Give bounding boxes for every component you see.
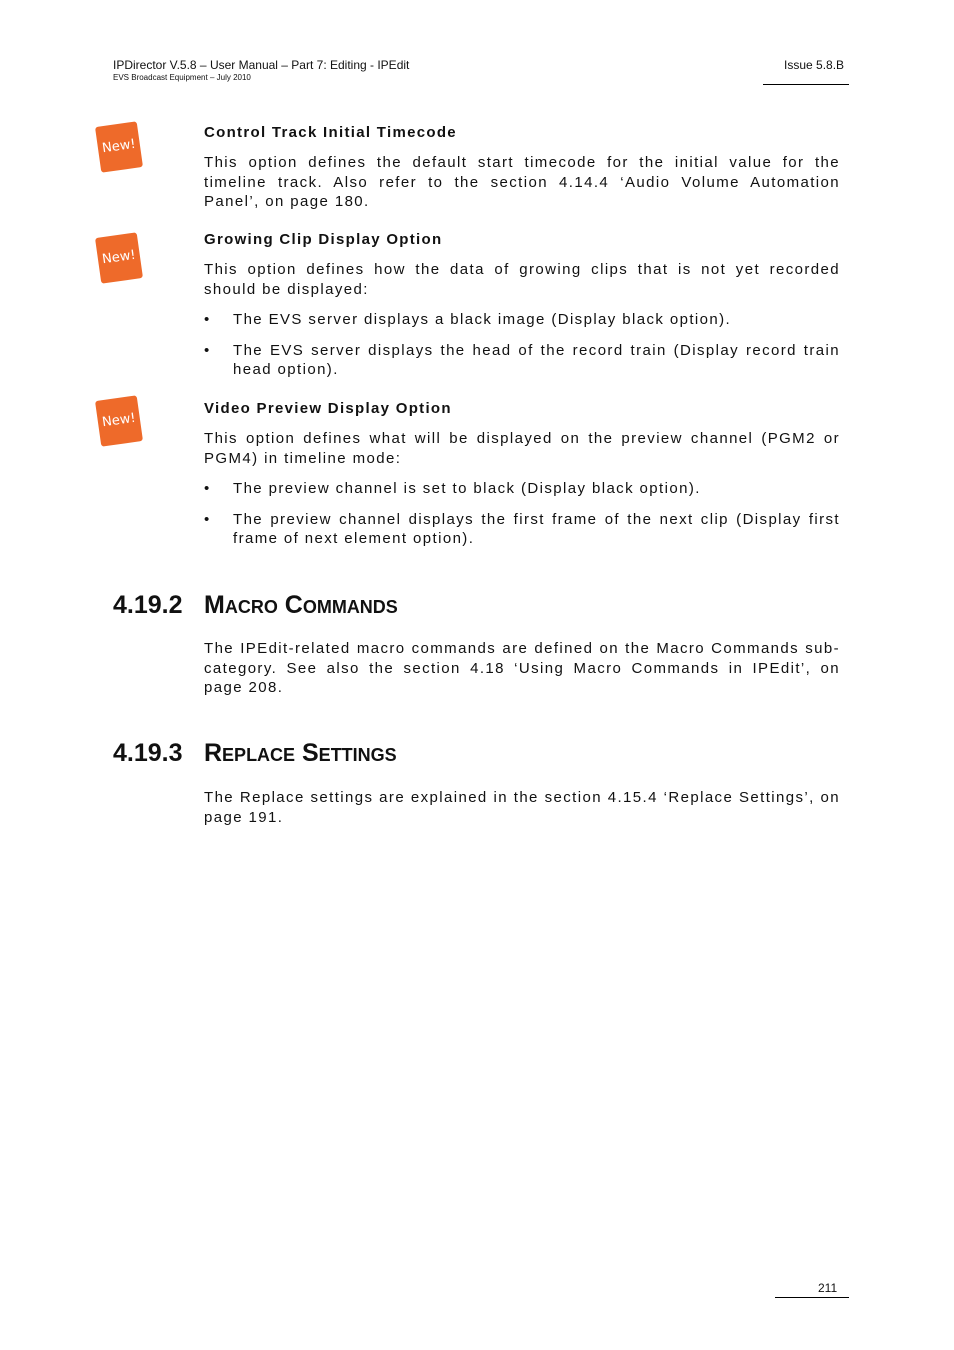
- bullet-list: [204, 479, 840, 549]
- section-body: This option defines the default start timecode for the initial value for the timeline track. Also refer to the section 4.14.4 ‘Audio Volume Automation Panel’, on page 180.: [204, 154, 840, 210]
- page-number: 211: [818, 1281, 838, 1295]
- heading-title: Macro Commands: [204, 591, 398, 619]
- list-item: • The preview channel displays the first frame of the next clip (Display first frame of next element option).: [204, 510, 840, 547]
- section-macro-commands: [204, 639, 840, 698]
- section-body: This option defines how the data of growing clips that is not yet recorded should be displayed:: [204, 261, 840, 298]
- heading-macro-commands: [113, 590, 398, 620]
- heading-replace-settings: [113, 738, 397, 768]
- document-subtitle: EVS Broadcast Equipment – July 2010: [113, 73, 251, 82]
- issue-label: Issue 5.8.B: [784, 58, 845, 72]
- section-video-preview: [204, 399, 840, 549]
- section-growing-clip: [204, 230, 840, 380]
- bullet-icon: •: [204, 480, 211, 497]
- header-divider: [763, 84, 849, 85]
- section-body: The IPEdit-related macro commands are defined on the Macro Commands sub-category. See also the section 4.18 ‘Using Macro Commands in IPEdit’, on page 208.: [204, 640, 840, 696]
- heading-title: Replace Settings: [204, 739, 397, 767]
- heading-number: 4.19.2: [113, 591, 183, 619]
- section-control-track: [204, 123, 840, 212]
- footer-divider: [775, 1297, 849, 1298]
- section-replace-settings: [204, 788, 840, 827]
- bullet-icon: •: [204, 311, 211, 328]
- new-badge-icon: New!: [95, 121, 143, 172]
- section-body: This option defines what will be displayed on the preview channel (PGM2 or PGM4) in timeline mode:: [204, 430, 840, 467]
- new-badge-icon: New!: [95, 395, 143, 446]
- heading-number: 4.19.3: [113, 739, 183, 767]
- section-heading: Control Track Initial Timecode: [204, 124, 457, 141]
- list-item: • The EVS server displays a black image (Display black option).: [204, 311, 732, 328]
- list-item: • The EVS server displays the head of the record train (Display record train head option).: [204, 341, 840, 378]
- document-title: IPDirector V.5.8 – User Manual – Part 7: Editing - IPEdit: [113, 58, 410, 72]
- new-badge-icon: New!: [95, 232, 143, 283]
- list-item: • The preview channel is set to black (Display black option).: [204, 480, 701, 497]
- bullet-icon: •: [204, 510, 211, 528]
- section-heading: Video Preview Display Option: [204, 400, 452, 417]
- bullet-list: [204, 310, 840, 380]
- section-body: The Replace settings are explained in the section 4.15.4 ‘Replace Settings’, on page 191.: [204, 789, 840, 826]
- section-heading: Growing Clip Display Option: [204, 231, 443, 248]
- bullet-icon: •: [204, 341, 211, 359]
